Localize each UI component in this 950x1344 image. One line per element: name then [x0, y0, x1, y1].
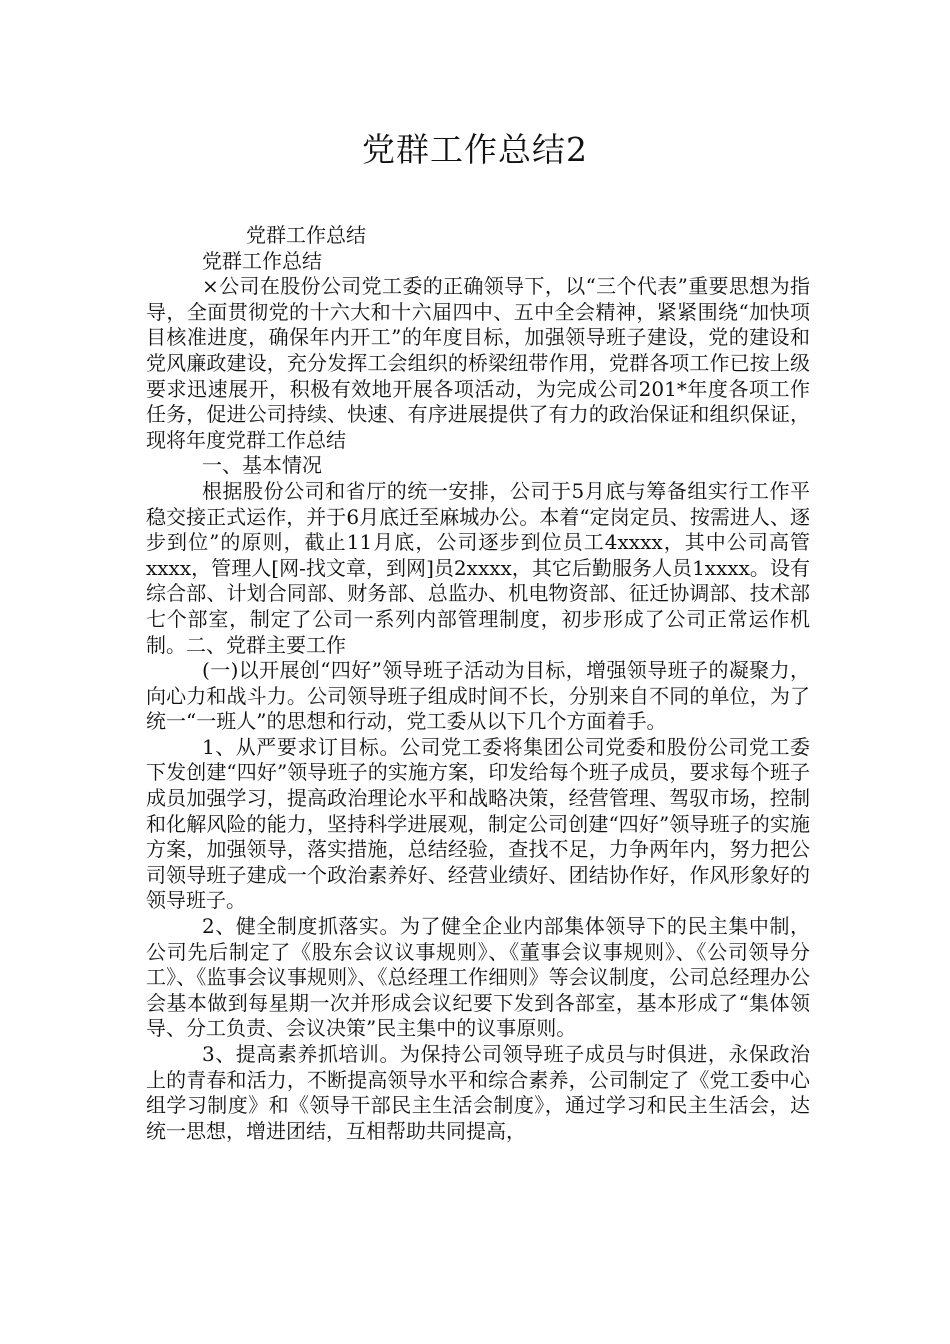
paragraph: (一)以开展创“四好”领导班子活动为目标，增强领导班子的凝聚力，向心力和战斗力。公司领导班子组成时间不长，分别来自不同的单位，为了统一“一班人”的思想和行动，党工委从以下几个方面着手。: [146, 658, 810, 734]
paragraph: 党群工作总结: [202, 248, 322, 273]
paragraph: ×公司在股份公司党工委的正确领导下，以“三个代表”重要思想为指导，全面贯彻党的十六大和十六届四中、五中全会精神，紧紧围绕“加快项目核准进度，确保年内开工”的年度目标，加强领导班子建设，党的建设和党风廉政建设，充分发挥工会组织的桥梁纽带作用，党群各项工作已按上级要求迅速展开，积极有效地开展各项活动，为完成公司201*年度各项工作任务，促进公司持续、快速、有序进展提供了有力的政治保证和组织保证，现将年度党群工作总结: [146, 274, 810, 452]
paragraph: 2、健全制度抓落实。为了健全企业内部集体领导下的民主集中制，公司先后制定了《股东会议议事规则》、《董事会议事规则》、《公司领导分工》、《监事会议事规则》、《总经理工作细则》等会议制度，公司总经理办公会基本做到每星期一次并形成会议纪要下发到各部室，基本形成了“集体领导、分工负责、会议决策”民主集中的议事原则。: [146, 914, 810, 1041]
document-title: 党群工作总结2: [362, 130, 588, 169]
paragraph: 根据股份公司和省厅的统一安排，公司于5月底与筹备组实行工作平稳交接正式运作，并于6月底迁至麻城办公。本着“定岗定员、按需进人、逐步到位”的原则，截止11月底，公司逐步到位员工4xxxx，其中公司高管xxxx，管理人[网-找文章，到网]员2xxxx，其它后勤服务人员1xxxx。设有综合部、计划合同部、财务部、总监办、机电物资部、征迁协调部、技术部七个部室，制定了公司一系列内部管理制度，初步形成了公司正常运作机制。二、党群主要工作: [146, 478, 810, 657]
paragraph: 1、从严要求订目标。公司党工委将集团公司党委和股份公司党工委下发创建“四好”领导班子的实施方案，印发给每个班子成员，要求每个班子成员加强学习，提高政治理论水平和战略决策，经营管理、驾驭市场，控制和化解风险的能力，坚持科学进展观，制定公司创建“四好”领导班子的实施方案，加强领导，落实措施，总结经验，查找不足，力争两年内，努力把公司领导班子建成一个政治素养好、经营业绩好、团结协作好，作风形象好的领导班子。: [146, 734, 810, 913]
subtitle-line: 党群工作总结: [246, 223, 366, 247]
section-heading: 一、基本情况: [202, 453, 322, 478]
paragraph: 3、提高素养抓培训。为保持公司领导班子成员与时俱进，永保政治上的青春和活力，不断提高领导水平和综合素养，公司制定了《党工委中心组学习制度》和《领导干部民主生活会制度》，通过学习和民主生活会，达统一思想，增进团结，互相帮助共同提高，: [146, 1042, 810, 1143]
document-body: [146, 223, 810, 1144]
